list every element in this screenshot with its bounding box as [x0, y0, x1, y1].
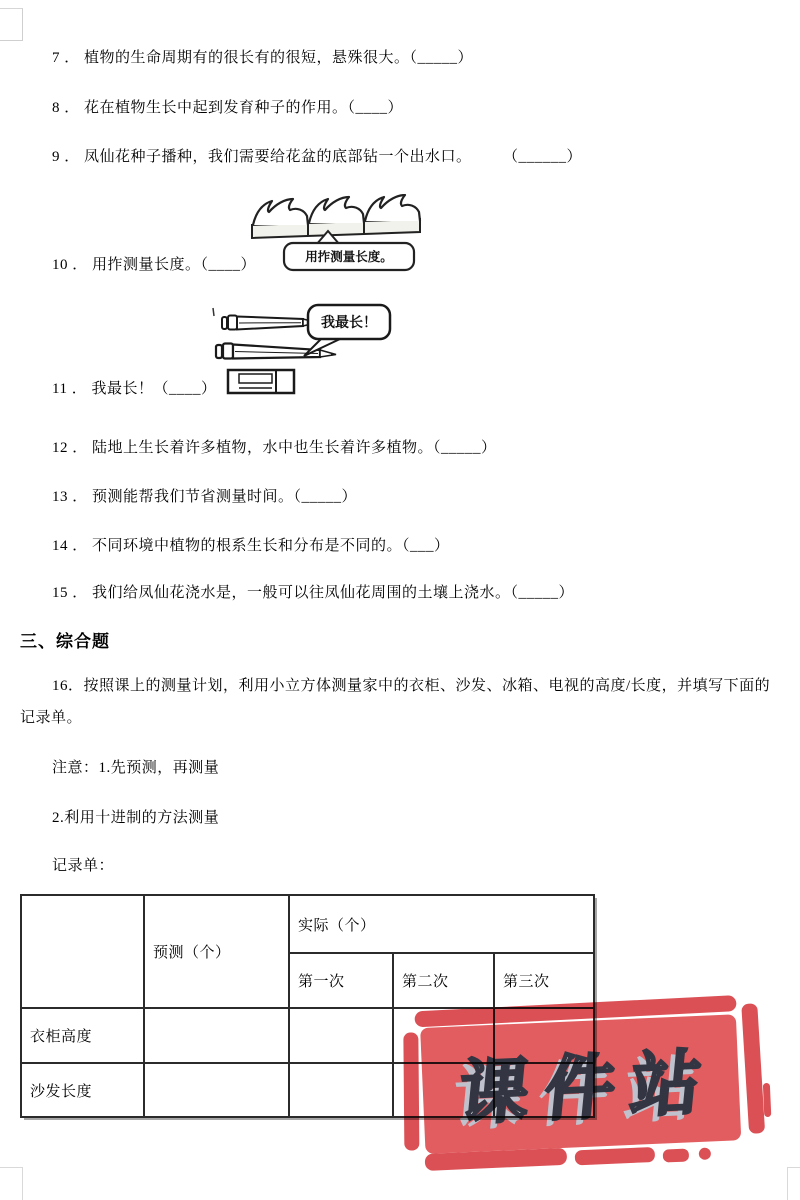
table-cell-empty[interactable]	[144, 1063, 289, 1117]
question-13: 13 ． 预测能帮我们节省测量时间。（_____）	[52, 489, 358, 505]
page-corner-mark-bottom-right	[787, 1167, 800, 1200]
table-cell-empty[interactable]	[144, 1008, 289, 1063]
page-corner-mark-top-left	[0, 8, 23, 41]
table-header-time-1: 第一次	[289, 953, 393, 1008]
question-10: 10 ． 用拃测量长度。（____）	[52, 257, 257, 273]
stamp-border-bottom-2	[575, 1147, 656, 1165]
table-header-time-3: 第三次	[494, 953, 594, 1008]
row-label-wardrobe-height: 衣柜高度	[21, 1008, 144, 1063]
table-cell-empty[interactable]	[289, 1008, 393, 1063]
question-8: 8 ． 花在植物生长中起到发育种子的作用。（____）	[52, 100, 404, 116]
table-header-predict: 预测（个）	[144, 895, 289, 1008]
watermark-stamp	[394, 987, 772, 1195]
page-corner-mark-bottom-left	[0, 1167, 23, 1200]
question-15: 15 ． 我们给凤仙花浇水是，一般可以往凤仙花周围的土壤上浇水。（_____）	[52, 585, 575, 601]
table-header-actual: 实际（个）	[289, 895, 594, 953]
question-9: 9 ． 凤仙花种子播种，我们需要给花盆的底部钻一个出水口。 （______）	[52, 149, 583, 165]
question-16-note-2: 2.利用十进制的方法测量	[52, 810, 220, 826]
pencils-illustration	[208, 300, 403, 400]
question-12: 12 ． 陆地上生长着许多植物，水中也生长着许多植物。（_____）	[52, 440, 497, 456]
question-14: 14 ． 不同环境中植物的根系生长和分布是不同的。（___）	[52, 538, 450, 554]
table-corner-cell	[21, 895, 144, 1008]
record-sheet-label: 记录单：	[52, 858, 115, 874]
pencil-bubble-label: 我最长！	[321, 314, 377, 330]
section-title: 三、综合题	[20, 632, 110, 651]
stamp-border-right-blob	[763, 1083, 771, 1117]
stamp-border-bottom-3	[663, 1148, 690, 1162]
row-label-sofa-length: 沙发长度	[21, 1063, 144, 1117]
hand-span-measuring-illustration	[250, 194, 425, 274]
table-header-time-2: 第二次	[393, 953, 494, 1008]
question-16: 16．按照课上的测量计划，利用小立方体测量家中的衣柜、沙发、冰箱、电视的高度/长度，并填写下面的记录单。	[20, 678, 771, 726]
question-16-note-1: 注意：1.先预测，再测量	[52, 760, 220, 776]
question-7: 7 ． 植物的生命周期有的很长有的很短，悬殊很大。（_____）	[52, 50, 474, 66]
table-cell-empty[interactable]	[289, 1063, 393, 1117]
stamp-border-right	[741, 1003, 765, 1134]
stamp-border-bottom-dot	[699, 1147, 712, 1160]
stamp-border-left	[403, 1032, 419, 1150]
watermark-text: 课件站	[455, 1042, 721, 1133]
span-bubble-label: 用拃测量长度。	[305, 250, 393, 264]
question-11: 11 ． 我最长！（____）	[52, 381, 217, 397]
